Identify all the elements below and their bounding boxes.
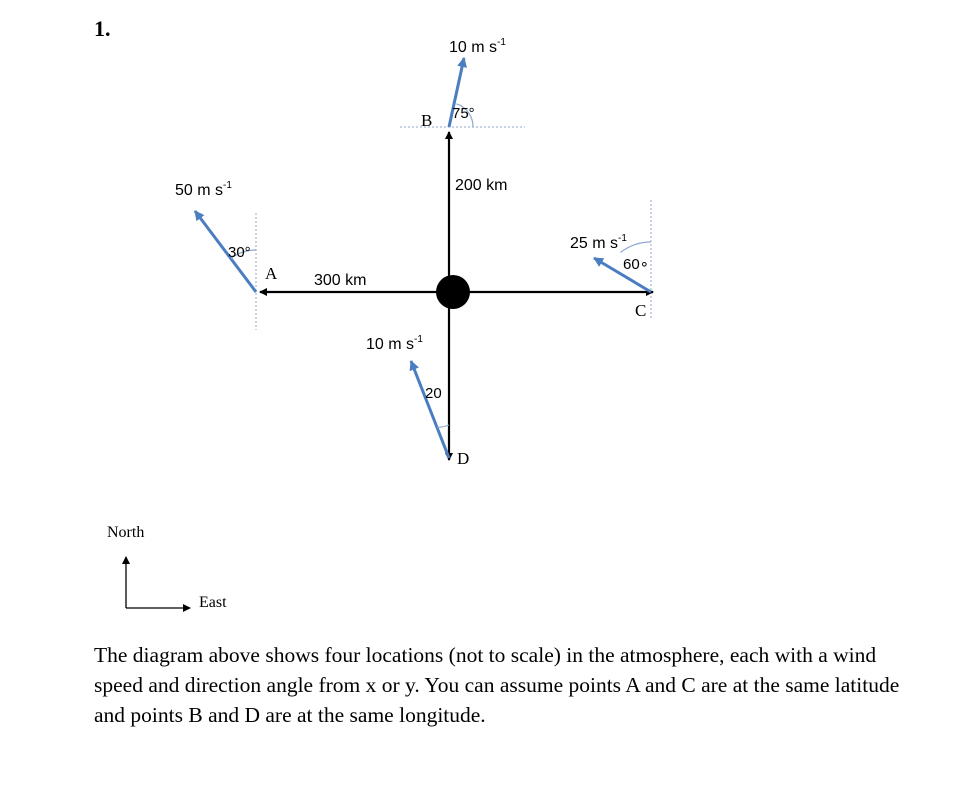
- question-number: 1.: [94, 16, 111, 41]
- angle-label-d: 20: [425, 385, 442, 402]
- label-point-d: D: [457, 449, 470, 468]
- wind-arrow-d: [411, 361, 449, 458]
- angle-arc-d: [437, 425, 449, 427]
- label-point-a: A: [265, 264, 278, 283]
- center-point: [436, 275, 470, 309]
- angle-label-b: 75°: [452, 105, 475, 122]
- angle-label-c: 60∘: [623, 256, 650, 273]
- label-distance-200km: 200 km: [455, 177, 508, 194]
- compass-east-label: East: [199, 594, 227, 611]
- wind-speed-d: 10 m $s^{-1}$: [366, 334, 423, 353]
- label-point-b: B: [421, 111, 433, 130]
- label-point-c: C: [635, 301, 647, 320]
- compass-north-label: North: [107, 524, 145, 541]
- angle-arcs: [231, 104, 651, 428]
- angle-label-a: 30°: [228, 244, 251, 261]
- label-distance-300km: 300 km: [314, 272, 367, 289]
- wind-speed-a: 50 m $s^{-1}$: [175, 180, 232, 199]
- wind-speed-c: 25 m $s^{-1}$: [570, 233, 627, 252]
- wind-speed-b: 10 m $s^{-1}$: [449, 37, 506, 56]
- question-caption: The diagram above shows four locations (not to scale) in the atmosphere, each with a wind speed and direction angle from x or y. You can assume points A and C are at the same latitude and points B and D are at the same longitude.: [94, 643, 900, 727]
